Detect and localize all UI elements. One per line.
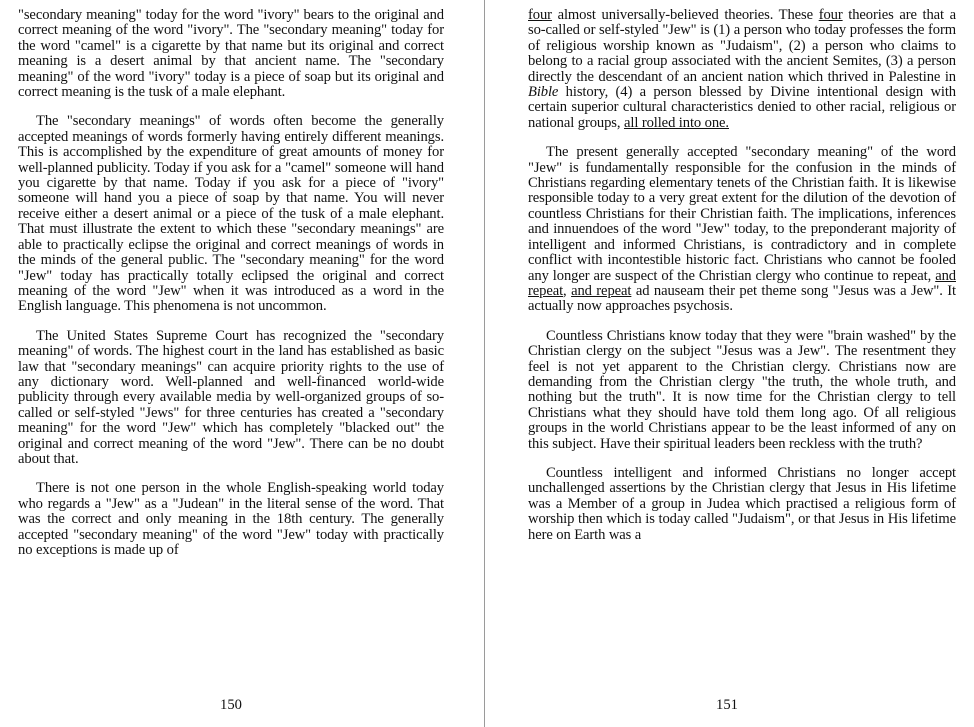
underlined-phrase: and repeat xyxy=(528,267,956,299)
page-gutter-divider xyxy=(484,0,485,727)
paragraph: Countless intelligent and informed Christians no longer accept unchallenged assertions by the Christian clergy that Jesus in His lifetime was a Member of a group in Judea which practised a religious form of worship then which is today called "Judaism", or that Jesus in His lifetime here on Earth was a xyxy=(528,464,956,543)
underlined-phrase: and repeat xyxy=(571,282,632,299)
underlined-word: four xyxy=(528,7,552,23)
right-page-text xyxy=(528,8,956,557)
paragraph: The "secondary meanings" of words often become the generally accepted meanings of words formerly having entirely different meanings. This is accomplished by the expenditure of great amounts of money for well-planned publicity. Today if you ask for a "camel" someone will hand you cigarette by that name. Today if you ask for a piece of "ivory" someone will hand you a piece of soap by that name. You will never receive either a desert animal or a piece of the tusk of a male elephant. That must illustrate the extent to which these "secondary meanings" are able to practically eclipse the original and correct meanings of words in the minds of the general public. The "secondary meaning" for the word "Jew" today has practically totally eclipsed the original and correct meaning of the word "Jew" when it was introduced as a word in the English language. This phenomena is not uncommon. xyxy=(18,113,444,315)
paragraph: There is not one person in the whole English-speaking world today who regards a "Jew" as a "Judean" in the literal sense of the word. That was the correct and only meaning in the 18th century. The generally accepted "secondary meaning" of the word "Jew" today with practically no exceptions is made up of xyxy=(18,480,444,558)
underlined-word: four xyxy=(818,7,843,23)
paragraph xyxy=(528,8,956,131)
page-number: 150 xyxy=(220,697,242,713)
text-run: theories are that a so-called or self-styled "Jew" is (1) a person who today professes the form of religious worship known as "Judaism", (2) a person who claims to belong to a racial group associated with the ancient Semites, (3) a person directly the descendant of an ancient nation which thrived in Palestine in xyxy=(528,7,956,85)
text-run: The present generally accepted "secondary meaning" of the word "Jew" is fundamentally responsible for the confusion in the minds of Christians regarding elementary tenets of the Christian faith. It is likewise responsible today to a very great extent for the dilution of the devotion of countless Christians for their Christian faith. The implications, inferences and innuendoes of the word "Jew" today, to the preponderant majority of intelligent and informed Christians, is contradictory and in complete conflict with incontestible historic fact. Christians who cannot be fooled any longer are suspect of the Christian clergy who continue to repeat, xyxy=(528,144,956,284)
text-run: ad nauseam their pet theme song "Jesus was a Jew". It actually now approaches psychosis. xyxy=(528,282,956,315)
left-page-text xyxy=(18,8,444,572)
underlined-phrase: all rolled into one. xyxy=(623,114,729,131)
page-number: 151 xyxy=(716,697,738,713)
text-run: almost universally-believed theories. These xyxy=(551,7,819,23)
paragraph: Countless Christians know today that they were "brain washed" by the Christian clergy on the subject "Jesus was a Jew". The resentment they feel is not yet apparent to the Christian clergy. Christians now are demanding from the Christian clergy "the truth, the whole truth, and nothing but the truth". It is now time for the Christian clergy to tell Christians what they should have told them long ago. Of all religious groups in the world Christians appear to be the least informed of any on this subject. Have their spiritual leaders been reckless with the truth? xyxy=(528,327,956,452)
text-run: history, (4) a person blessed by Divine intentional design with certain superior cultural characteristics denied to other racial, religious or national groups, xyxy=(528,84,956,131)
paragraph: "secondary meaning" today for the word "ivory" bears to the original and correct meaning of the word "ivory". The "secondary meaning" today for the word "camel" is a cigarette by that name but its original and correct meaning is a desert animal by that ancient name. The "secondary meaning" of the word "ivory" today is a piece of soap but its original and correct meaning is the tusk of a male elephant. xyxy=(18,7,444,101)
italic-word: Bible xyxy=(528,84,559,101)
text-run: , xyxy=(563,282,572,299)
paragraph xyxy=(528,145,956,314)
left-page xyxy=(0,0,484,727)
right-page xyxy=(486,0,974,727)
paragraph: The United States Supreme Court has recognized the "secondary meaning" of words. The highest court in the land has established as basic law that "secondary meanings" can acquire priority rights to the use of any dictionary word. Well-planned and well-financed world-wide publicity through every available media by well-organized groups of so-called or self-styled "Jews" for three centuries has created a "secondary meaning" for the word "Jew" which has completely "blacked out" the original and correct meaning of the word "Jew". There can be no doubt about that. xyxy=(18,327,444,467)
